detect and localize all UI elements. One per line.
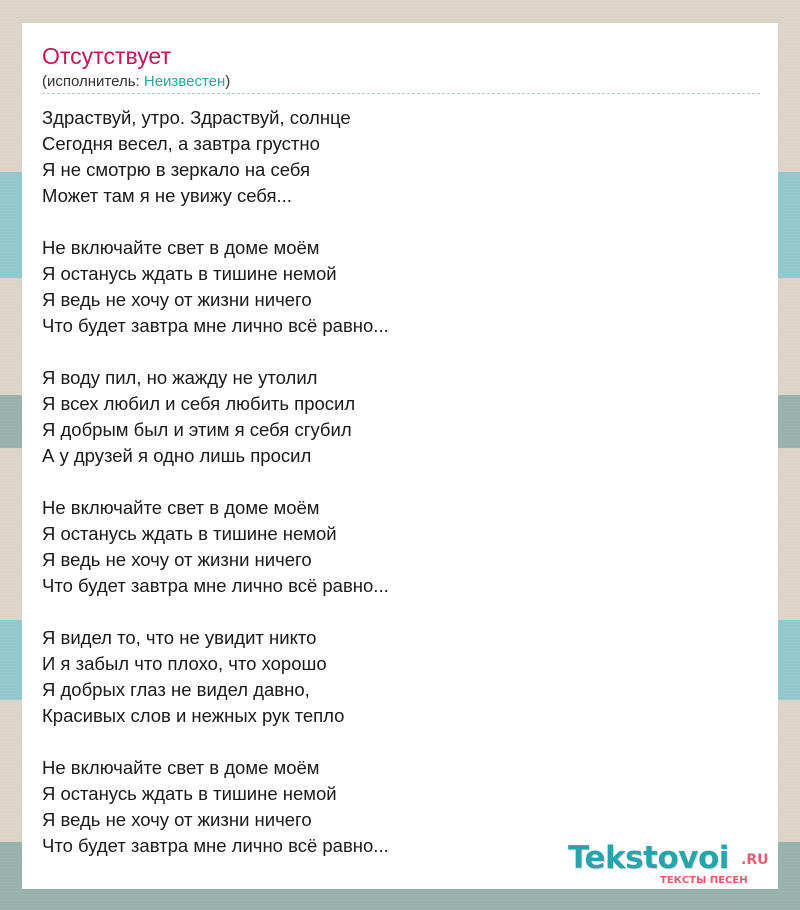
lyrics-text: [42, 105, 742, 885]
lyric-line: Что будет завтра мне лично всё равно...: [42, 835, 389, 856]
artist-suffix: ): [225, 73, 231, 90]
lyric-line: Что будет завтра мне лично всё равно...: [42, 575, 389, 596]
lyric-line: Я останусь ждать в тишине немой: [42, 523, 337, 544]
lyric-line: Я добрых глаз не видел давно,: [42, 679, 310, 700]
lyric-line: Я всех любил и себя любить просил: [42, 393, 356, 414]
lyric-line: Что будет завтра мне лично всё равно...: [42, 315, 389, 336]
lyric-line: Я добрым был и этим я себя сгубил: [42, 419, 352, 440]
lyric-line: Может там я не увижу себя...: [42, 185, 292, 206]
stanza: [42, 105, 742, 209]
lyric-line: И я забыл что плохо, что хорошо: [42, 653, 327, 674]
stanza: [42, 625, 742, 729]
lyric-line: Я останусь ждать в тишине немой: [42, 783, 337, 804]
lyric-line: Сегодня весел, а завтра грустно: [42, 133, 320, 154]
logo-tagline: ТЕКСТЫ ПЕСЕН: [660, 875, 748, 886]
lyric-line: Не включайте свет в доме моём: [42, 497, 320, 518]
lyric-line: Я воду пил, но жажду не утолил: [42, 367, 318, 388]
lyric-line: Не включайте свет в доме моём: [42, 757, 320, 778]
stanza: [42, 365, 742, 469]
lyric-line: Я не смотрю в зеркало на себя: [42, 159, 310, 180]
logo-tld: .RU: [741, 852, 769, 868]
lyric-line: Здраствуй, утро. Здраствуй, солнце: [42, 107, 351, 128]
stanza: [42, 495, 742, 599]
lyric-line: А у друзей я одно лишь просил: [42, 445, 312, 466]
title-divider: [42, 93, 760, 94]
artist-link[interactable]: Неизвестен: [143, 73, 226, 90]
lyric-line: Не включайте свет в доме моём: [42, 237, 320, 258]
lyric-line: Красивых слов и нежных рук тепло: [42, 705, 345, 726]
song-title: Отсутствует: [42, 43, 171, 69]
lyric-line: Я ведь не хочу от жизни ничего: [42, 289, 312, 310]
lyric-line: Я останусь ждать в тишине немой: [42, 263, 337, 284]
lyrics-card: [22, 23, 778, 889]
lyric-line: Я ведь не хочу от жизни ничего: [42, 549, 312, 570]
site-logo[interactable]: [568, 840, 778, 890]
artist-prefix: (исполнитель:: [42, 73, 144, 90]
stanza: [42, 235, 742, 339]
artist-line: [42, 73, 230, 90]
logo-name: Tekstovoi: [568, 840, 729, 876]
lyric-line: Я ведь не хочу от жизни ничего: [42, 809, 312, 830]
lyric-line: Я видел то, что не увидит никто: [42, 627, 317, 648]
